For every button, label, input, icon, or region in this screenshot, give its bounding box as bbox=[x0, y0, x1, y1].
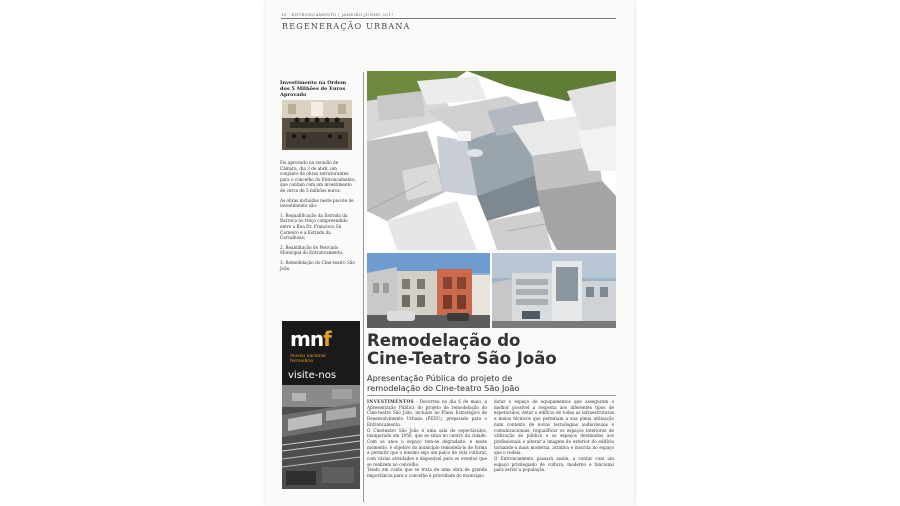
article-paragraph: O Cineteatro São João é uma sala de espectáculos, inaugurada em 1956, que se situa no centro da cidade. Com os anos o espaço tem-se degradado, e neste momento, é objetivo do município remodelá-lo de forma a permitir que o mesmo seja um palco de vida cultural, com várias atividades e disponível para os eventos que se realizem no concelho. bbox=[367, 427, 487, 467]
article-kicker: INVESTIMENTOS bbox=[367, 399, 414, 404]
subhead-line: Apresentação Pública do projeto de bbox=[367, 373, 513, 383]
sidebar-paragraph: 2. Reabilitação do Mercado Municipal do Entroncamento; bbox=[280, 244, 344, 256]
article-paragraph: O Entroncamento passará assim, a contar com um espaço privilegiado de cultura, moderno e funcional para servir a população. bbox=[494, 456, 614, 473]
logo-letters: mn bbox=[290, 327, 324, 351]
article-paragraph: INVESTIMENTOS · Decorreu no dia 6 de maio, a Apresentação Pública do projeto de remodelação do Cine-teatro São João, incluído no Plano Estratégico de Desenvolvimento Urbano (PEDU), preparado para o Entroncamento. bbox=[367, 399, 487, 427]
sidebar-paragraph: 3. Remodelação do Cine-teatro São João. bbox=[280, 259, 355, 271]
article-lead: Decorreu no dia 6 de maio, a Apresentação Pública do projeto de remodelação do Cine-teatro São João, incluído no Plano Estratégico de Desenvolvimento Urbano (PEDU), preparado para o Entroncamento. bbox=[367, 399, 487, 427]
article-column-2 bbox=[494, 399, 614, 473]
headline-line: Cine-Teatro São João bbox=[367, 349, 557, 368]
article-paragraph: dotar o espaço de equipamentos que assegurem o melhor possível a resposta aos diferentes tipos de espetáculos; dotar o edifício de todas as infraestruturas e meios técnicos que permitam a sua plena utilização num contexto de novas tecnologias audiovisuais e comunicacionais; requalificar os espaços interiores de utilização do público e os espaços destinados aos profissionais e alterar a imagem do exterior do edifício tornando-a mais moderna, atrativa e inscrita no espaço que o rodeia. bbox=[494, 399, 614, 456]
magazine-page bbox=[266, 0, 634, 506]
sidebar-paragraph: Foi aprovado na reunião de Câmara, dia 3 de abril, um conjunto de obras estruturantes para o concelho do Entroncamento, que contam com um investimento de cerca de 5 milhões euros. bbox=[280, 160, 356, 193]
museum-subtitle-line: museu nacional bbox=[290, 354, 326, 359]
advert-cta: visite-nos bbox=[288, 370, 337, 381]
article-column-1 bbox=[367, 399, 487, 479]
theatre-render-aerial bbox=[367, 71, 616, 250]
subhead-line: remodelação do Cine-teatro São João bbox=[367, 383, 520, 393]
sidebar-paragraph: As obras incluídas neste pacote de investimento são: bbox=[280, 197, 354, 209]
section-title: REGENERAÇÃO URBANA bbox=[282, 22, 411, 31]
museum-subtitle bbox=[290, 354, 326, 364]
headline-line: Remodelação do bbox=[367, 331, 521, 350]
article-rule bbox=[367, 395, 616, 396]
running-header: 16 · ENTRONCAMENTO | JANEIRO-JUNHO 2017 bbox=[281, 12, 394, 17]
museum-subtitle-line: ferroviário bbox=[290, 359, 314, 364]
article-headline bbox=[367, 332, 622, 368]
sidebar-text bbox=[280, 160, 356, 275]
sidebar-title: Investimento na Ordem dos 5 Milhões de Euros Aprovado bbox=[280, 80, 347, 98]
article-paragraph: Tendo em conta que se trata de uma obra de grande importância para o concelho é prioridade do município bbox=[367, 467, 487, 479]
sidebar-box bbox=[280, 72, 360, 320]
column-rule bbox=[363, 72, 364, 502]
article-subheadline bbox=[367, 373, 622, 393]
railway-aerial-photo bbox=[282, 385, 360, 489]
museum-advert bbox=[282, 321, 360, 489]
museum-logo bbox=[290, 327, 331, 351]
street-photo bbox=[367, 253, 490, 328]
logo-accent-letter: f bbox=[323, 327, 331, 351]
header-rule bbox=[281, 18, 616, 19]
theatre-render-facade bbox=[492, 253, 616, 328]
sidebar-paragraph: 1. Requalificação da Estrada da Barroca no troço compreendido entre a Rua Dr. Francisco Sá Carneiro e a Estrada da Carcalhosa; bbox=[280, 212, 348, 241]
council-meeting-photo bbox=[282, 100, 352, 150]
